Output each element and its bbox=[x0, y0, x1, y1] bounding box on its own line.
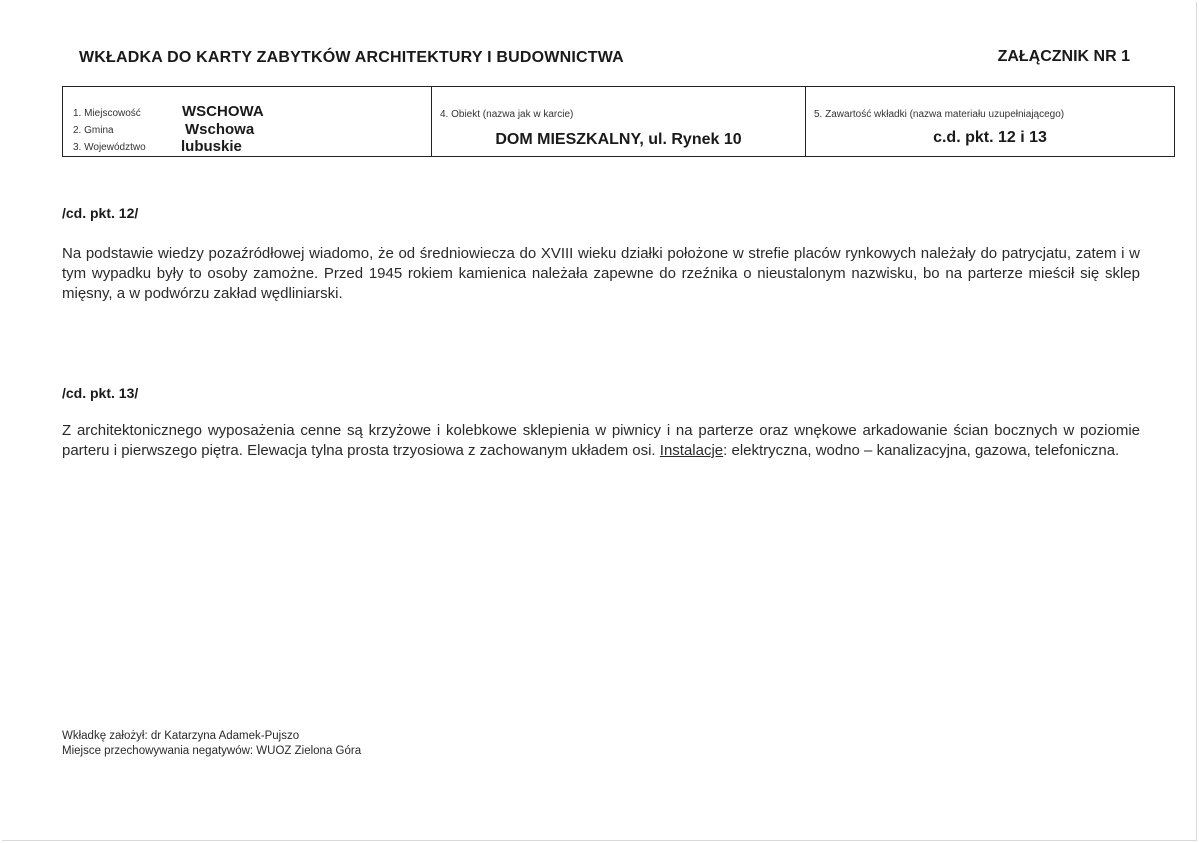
footer bbox=[62, 729, 361, 759]
insert-contents-cell bbox=[806, 87, 1174, 156]
province-label: 3. Województwo bbox=[73, 142, 146, 153]
commune-value: Wschowa bbox=[185, 121, 255, 138]
location-cell bbox=[63, 87, 432, 156]
storage-line: Miejsce przechowywania negatywów: WUOZ Zielona Góra bbox=[62, 745, 362, 757]
section-13-title: /cd. pkt. 13/ bbox=[62, 385, 139, 401]
installations-term: Instalacje bbox=[659, 442, 724, 459]
insert-contents-value: c.d. pkt. 12 i 13 bbox=[933, 129, 1047, 146]
town-label: 1. Miejscowość bbox=[73, 108, 141, 119]
object-cell bbox=[432, 87, 806, 156]
section-12-title: /cd. pkt. 12/ bbox=[62, 205, 139, 221]
section-12-text: Na podstawie wiedzy pozaźródłowej wiadomo, że od średniowiecza do XVIII wieku działki położone w strefie placów rynkowych należały do patrycjatu, zatem i w tym wypadku były to osoby zamożne. Przed 1945 rokiem kamienica należała zapewne do rzeźnika o nieustalonym nazwisku, bo na parterze mieścił się sklep mięsny, a w podwórzu zakład wędliniarski. bbox=[62, 245, 1140, 302]
town-value: WSCHOWA bbox=[182, 103, 264, 120]
commune-label: 2. Gmina bbox=[73, 125, 114, 136]
section-13-text-end: : elektryczna, wodno – kanalizacyjna, gazowa, telefoniczna. bbox=[723, 442, 1120, 459]
document-title: WKŁADKA DO KARTY ZABYTKÓW ARCHITEKTURY I BUDOWNICTWA bbox=[79, 49, 624, 66]
section-13-text bbox=[62, 421, 1140, 461]
author-line: Wkładkę założył: dr Katarzyna Adamek-Pujszo bbox=[62, 730, 300, 742]
info-table bbox=[62, 86, 1175, 157]
province-value: lubuskie bbox=[181, 138, 242, 155]
section-13-text-start: Z architektonicznego wyposażenia cenne są krzyżowe i kolebkowe sklepienia w piwnicy i na parterze oraz wnękowe arkadowanie ścian bocznych w poziomie parteru i pierwszego piętra. Elewacja tylna prosta trzyosiowa z zachowanym układem osi. bbox=[62, 422, 1140, 459]
insert-contents-label: 5. Zawartość wkładki (nazwa materiału uzupełniającego) bbox=[814, 109, 1065, 120]
object-label: 4. Obiekt (nazwa jak w karcie) bbox=[440, 109, 574, 120]
annex-label: ZAŁĄCZNIK NR 1 bbox=[997, 48, 1130, 65]
object-value: DOM MIESZKALNY, ul. Rynek 10 bbox=[495, 131, 742, 148]
